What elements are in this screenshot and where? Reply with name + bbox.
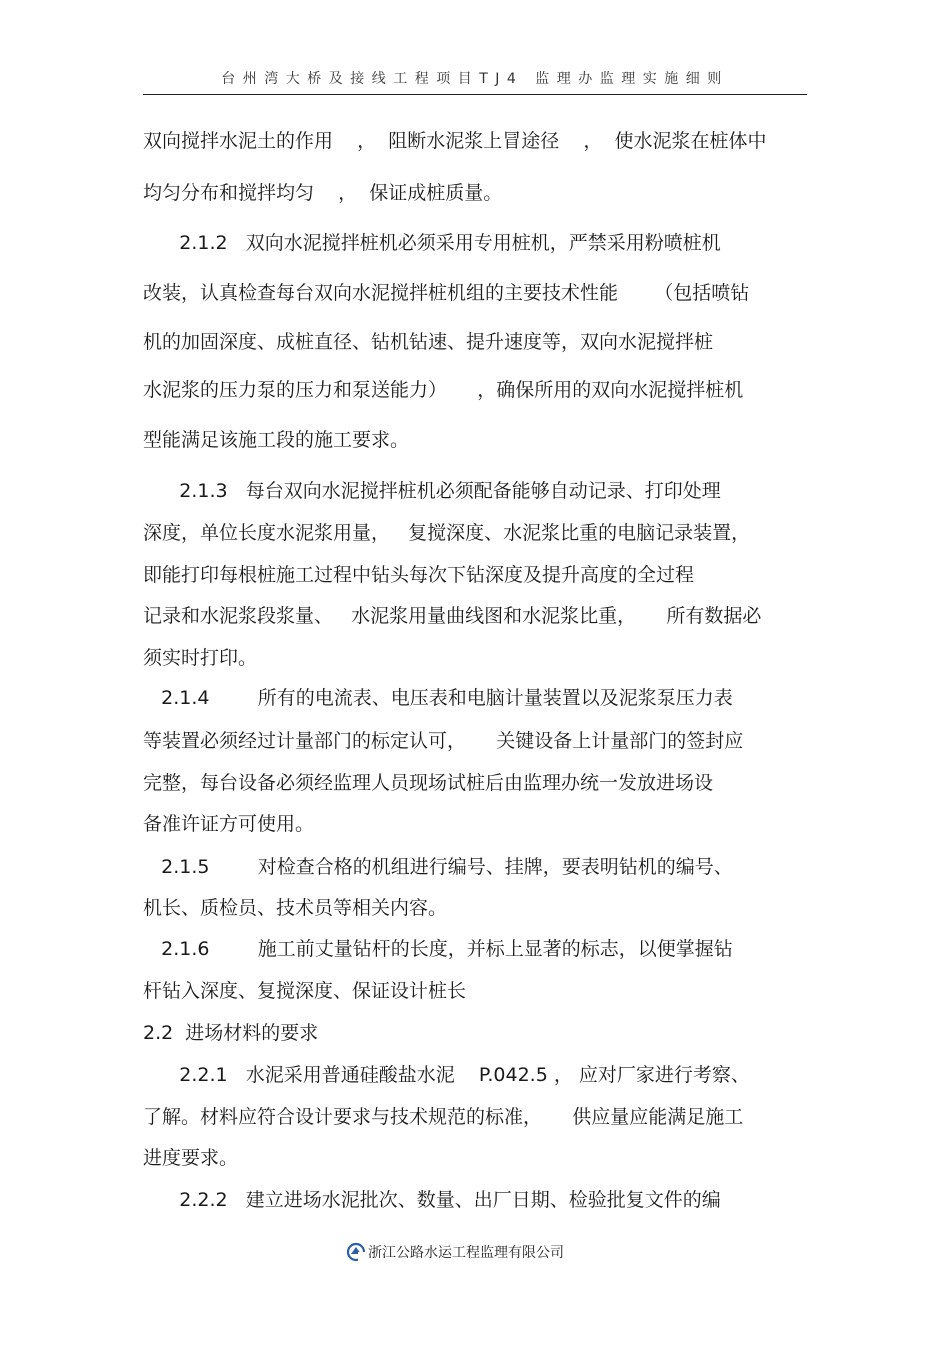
text-line: 了解。材料应符合设计要求与技术规范的标准， 供应量应能满足施工 [143, 1106, 744, 1128]
text-line: 备准许证方可使用。 [143, 813, 315, 835]
text-line: 2.1.6 施工前丈量钻杆的长度，并标上显著的标志，以便掌握钻 [143, 938, 733, 960]
text-line: 机的加固深度、成桩直径、钻机钻速、提升速度等，双向水泥搅拌桩 [143, 331, 714, 353]
text-line: 须实时打印。 [143, 647, 258, 669]
text-line: 记录和水泥浆段浆量、 水泥浆用量曲线图和水泥浆比重， 所有数据必 [143, 605, 762, 627]
text-line: 2.1.2 双向水泥搅拌桩机必须采用专用桩机，严禁采用粉喷桩机 [143, 232, 721, 254]
page-header: 台州湾大桥及接线工程项目TJ4 监理办监理实施细则 [221, 71, 729, 87]
text-line: 深度，单位长度水泥浆用量， 复搅深度、水泥浆比重的电脑记录装置， [143, 522, 751, 544]
text-line: 2.2.2 建立进场水泥批次、数量、出厂日期、检验批复文件的编 [143, 1189, 721, 1211]
text-line: 等装置必须经过计量部门的标定认可， 关键设备上计量部门的签封应 [143, 730, 744, 752]
company-name: 浙江公路水运工程监理有限公司 [368, 1245, 564, 1261]
text-line: 机长、质检员、技术员等相关内容。 [143, 897, 448, 919]
text-line: 进度要求。 [143, 1147, 239, 1169]
text-line: 2.1.5 对检查合格的机组进行编号、挂牌，要表明钻机的编号、 [143, 856, 733, 878]
section-heading: 2.2 进场材料的要求 [143, 1022, 319, 1044]
text-line: 水泥浆的压力泵的压力和泵送能力） ，确保所用的双向水泥搅拌桩机 [143, 379, 744, 401]
text-line: 均匀分布和搅拌均匀 ， 保证成桩质量。 [143, 182, 503, 204]
text-line: 即能打印每根桩施工过程中钻头每次下钻深度及提升高度的全过程 [143, 564, 695, 586]
text-line: 杆钻入深度、复搅深度、保证设计桩长 [143, 980, 467, 1002]
text-line: 2.1.4 所有的电流表、电压表和电脑计量装置以及泥浆泵压力表 [143, 687, 733, 709]
page-footer [346, 1242, 564, 1262]
text-line: 2.2.1 水泥采用普通硅酸盐水泥 P.042.5 ， 应对厂家进行考察、 [143, 1064, 750, 1086]
header-rule [143, 94, 807, 95]
text-line: 双向搅拌水泥土的作用 ， 阻断水泥浆上冒途径 ， 使水泥浆在桩体中 [143, 130, 767, 152]
text-line: 改装，认真检查每台双向水泥搅拌桩机组的主要技术性能 （包括喷钻 [143, 282, 750, 304]
text-line: 完整，每台设备必须经监理人员现场试桩后由监理办统一发放进场设 [143, 772, 714, 794]
company-logo-icon [346, 1242, 366, 1262]
text-line: 2.1.3 每台双向水泥搅拌桩机必须配备能够自动记录、打印处理 [143, 480, 721, 502]
text-line: 型能满足该施工段的施工要求。 [143, 429, 410, 451]
